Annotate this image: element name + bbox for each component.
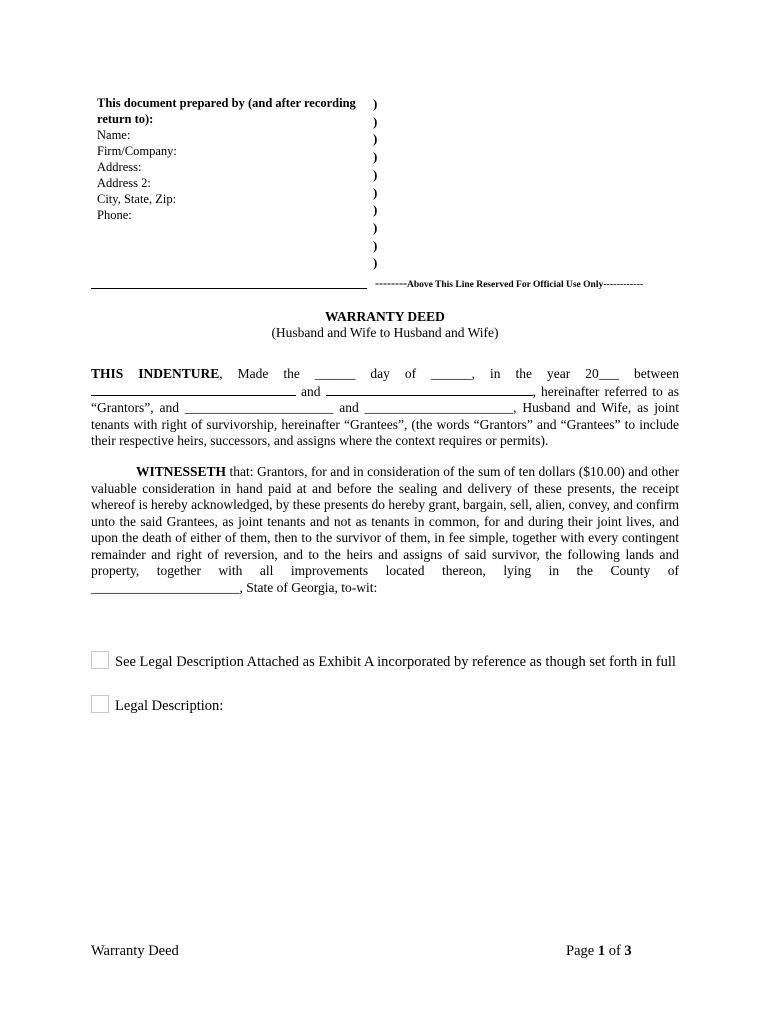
paren: ) xyxy=(373,113,378,129)
preparer-field-address2: Address 2: xyxy=(97,176,151,190)
official-dash-left: -------- xyxy=(375,276,407,290)
preparer-divider xyxy=(91,288,367,289)
exhibit-option[interactable] xyxy=(91,651,681,671)
preparer-field-name: Name: xyxy=(97,128,131,142)
legal-description-label: Legal Description: xyxy=(115,698,224,714)
paren: ) xyxy=(373,237,378,253)
paren: ) xyxy=(373,149,378,165)
preparer-field-firm: Firm/Company: xyxy=(97,144,177,158)
official-use-line xyxy=(375,276,643,291)
preparer-field-address: Address: xyxy=(97,160,142,174)
witnesseth-paragraph xyxy=(91,464,679,596)
page-of: of xyxy=(605,943,625,959)
preparer-heading: This document prepared by (and after recording return to): xyxy=(97,96,356,126)
footer-title: Warranty Deed xyxy=(91,943,179,959)
page-number: 1 xyxy=(597,943,606,959)
official-use-text: Above This Line Reserved For Official Use Only xyxy=(406,280,604,290)
paren: ) xyxy=(373,166,378,182)
page-total: 3 xyxy=(624,943,632,959)
indenture-lead: THIS INDENTURE xyxy=(91,366,220,381)
document-subtitle: (Husband and Wife to Husband and Wife) xyxy=(271,325,499,340)
witnesseth-lead: WITNESSETH xyxy=(136,464,227,479)
preparer-field-city-state-zip: City, State, Zip: xyxy=(97,192,177,206)
paren: ) xyxy=(373,202,378,218)
paren-column xyxy=(373,95,377,272)
page-label: Page xyxy=(566,943,598,959)
grantor-2-blank[interactable] xyxy=(326,383,533,396)
page-indicator xyxy=(566,943,632,960)
paren: ) xyxy=(373,131,378,147)
witnesseth-text: that: Grantors, for and in consideration of the sum of ten dollars ($10.00) and other valuable consideration in hand paid at and before the sealing and delivery of these presents, the receipt whereof is hereby acknowledged, by these presents do hereby grant, bargain, sell, alien, convey, and confirm unto the said Grantees, as joint tenants and not as tenants in common, for and during their joint lives, and upon the death of either of them, then to the survivor of them, in fee simple, together with every contingent remainder and right of reversion, and to the heirs and assigns of said survivor, the following lands and property, together with all improvements located thereon, lying in the County of ______________________, State of Georgia, to-wit: xyxy=(91,464,679,595)
preparer-block xyxy=(97,95,367,223)
grantor-1-blank[interactable] xyxy=(91,383,296,396)
legal-description-option[interactable] xyxy=(91,695,681,715)
exhibit-checkbox[interactable] xyxy=(91,651,109,669)
document-title: WARRANTY DEED xyxy=(325,309,445,324)
indenture-text-1: , Made the ______ day of ______, in the year 20___ between xyxy=(219,366,680,381)
official-dash-right: ------------ xyxy=(603,279,644,290)
paren: ) xyxy=(373,184,378,200)
indenture-text-2: and xyxy=(296,383,326,399)
paren: ) xyxy=(373,219,378,235)
indenture-text-3: , hereinafter referred to as “Grantors”, and ______________________ and ______________________, Husband and Wife, as joint tenants with right of survivorship, hereinafter “Grantees”, (the words “Grantors” and “Grantees” to include their respective heirs, successors, and assigns where the context requires or permits). xyxy=(91,383,679,448)
paren: ) xyxy=(373,96,378,111)
preparer-field-phone: Phone: xyxy=(97,208,132,222)
legal-description-checkbox[interactable] xyxy=(91,695,109,713)
paren: ) xyxy=(373,255,378,271)
indenture-paragraph xyxy=(91,366,679,450)
exhibit-option-label: See Legal Description Attached as Exhibit A incorporated by reference as though set forth in full xyxy=(115,654,676,670)
